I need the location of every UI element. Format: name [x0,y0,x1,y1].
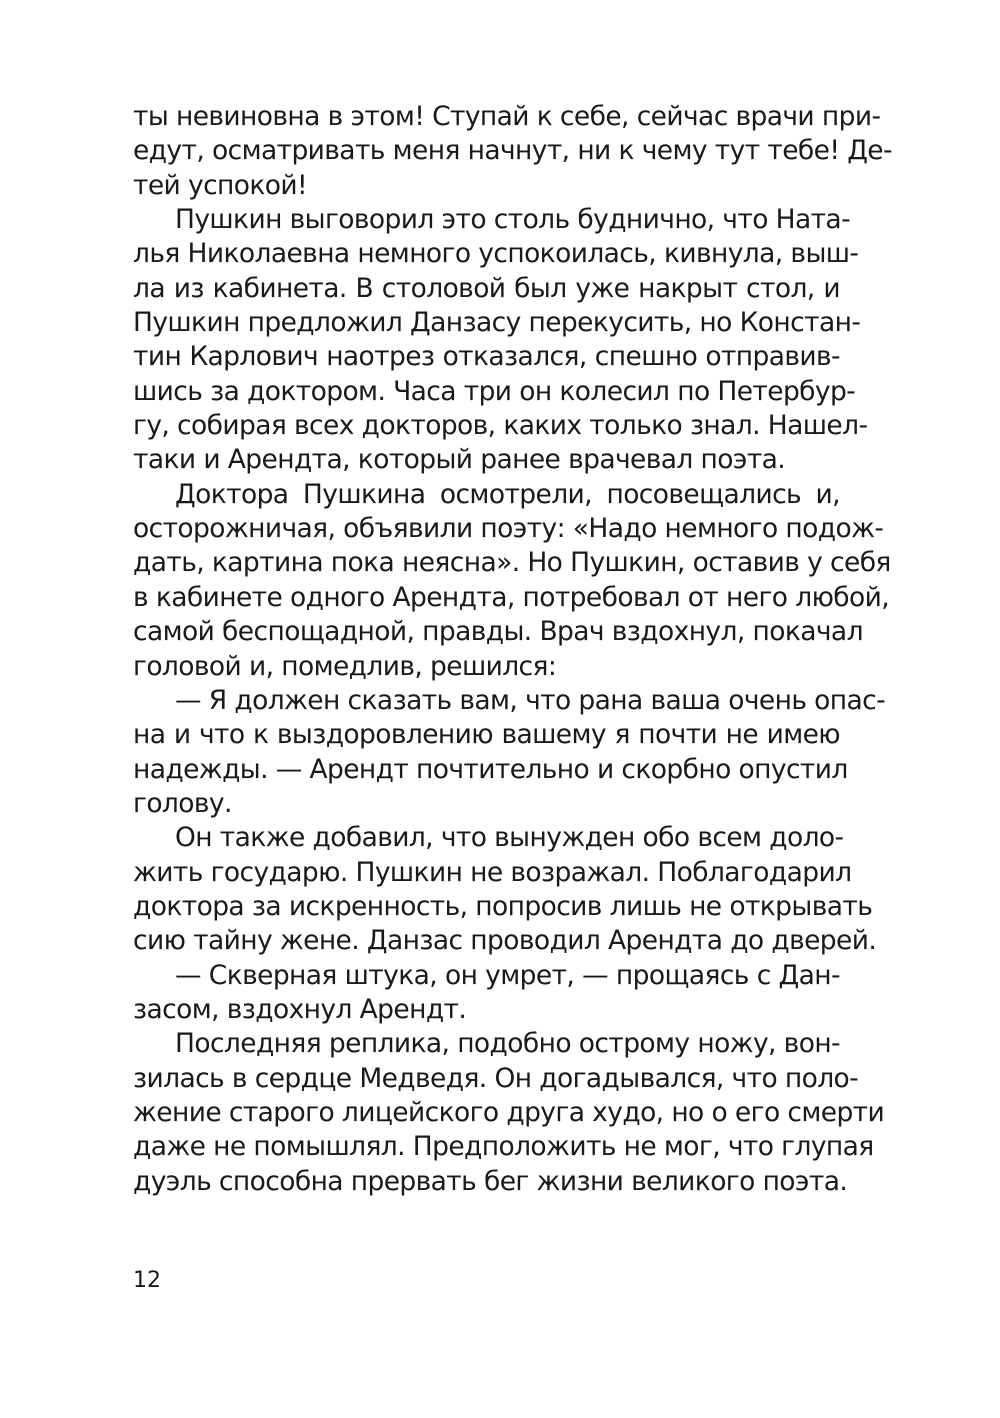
text-line: жить государю. Пушкин не возражал. Поблагодарил [133,856,852,888]
text-line: голову. [133,787,232,819]
text-line: шись за доктором. Часа три он колесил по Петербур- [133,375,856,407]
text-line: ла из кабинета. В столовой был уже накрыт стол, и [133,272,840,304]
text-line: гу, собирая всех докторов, каких только знал. Нашел- [133,410,868,442]
text-line: дать, картина пока неясна». Но Пушкин, оставив у себя [133,547,891,579]
text-line: лья Николаевна немного успокоилась, кивнула, выш- [133,238,859,270]
text-line: тин Карлович наотрез отказался, спешно отправив- [133,341,840,373]
text-line: самой беспощадной, правды. Врач вздохнул, покачал [133,616,863,648]
text-line: едут, осматривать меня начнут, ни к чему тут тебе! Де- [133,135,892,167]
page-number: 12 [133,1268,161,1293]
text-line: Пушкин предложил Данзасу перекусить, но Констан- [133,307,861,339]
text-line: жение старого лицейского друга худо, но о его смерти [133,1096,885,1128]
text-line: сию тайну жене. Данзас проводил Арендта до дверей. [133,925,877,957]
text-line: таки и Арендта, который ранее врачевал поэта. [133,444,786,476]
text-line: Он также добавил, что вынужден обо всем доло- [175,822,844,854]
text-line: — Я должен сказать вам, что рана ваша очень опас- [175,684,886,716]
text-line: ты невиновна в этом! Ступай к себе, сейчас врачи при- [133,101,881,132]
text-line: головой и, помедлив, решился: [133,650,557,682]
text-line: на и что к выздоровлению вашему я почти не имею [133,719,840,751]
text-line: засом, вздохнул Арендт. [133,993,467,1025]
text-line: в кабинете одного Арендта, потребовал от него любой, [133,581,890,613]
text-line: Доктора Пушкина осмотрели, посовещались и, [175,478,840,510]
text-line: тей успокой! [133,169,308,201]
text-line: даже не помышлял. Предположить не мог, что глупая [133,1131,874,1163]
text-line: осторожничая, объявили поэту: «Надо немного подож- [133,513,884,545]
text-line: Последняя реплика, подобно острому ножу, вон- [175,1028,841,1060]
text-line: надежды. — Арендт почтительно и скорбно опустил [133,753,848,785]
text-line: зилась в сердце Медведя. Он догадывался, что поло- [133,1062,859,1094]
text-line: Пушкин выговорил это столь буднично, что Ната- [175,204,851,236]
text-line: — Скверная штука, он умрет, — прощаясь с Дан- [175,959,840,991]
body-text [133,100,892,1199]
text-line: доктора за искренность, попросив лишь не открывать [133,890,873,922]
text-line: дуэль способна прервать бег жизни великого поэта. [133,1165,848,1197]
